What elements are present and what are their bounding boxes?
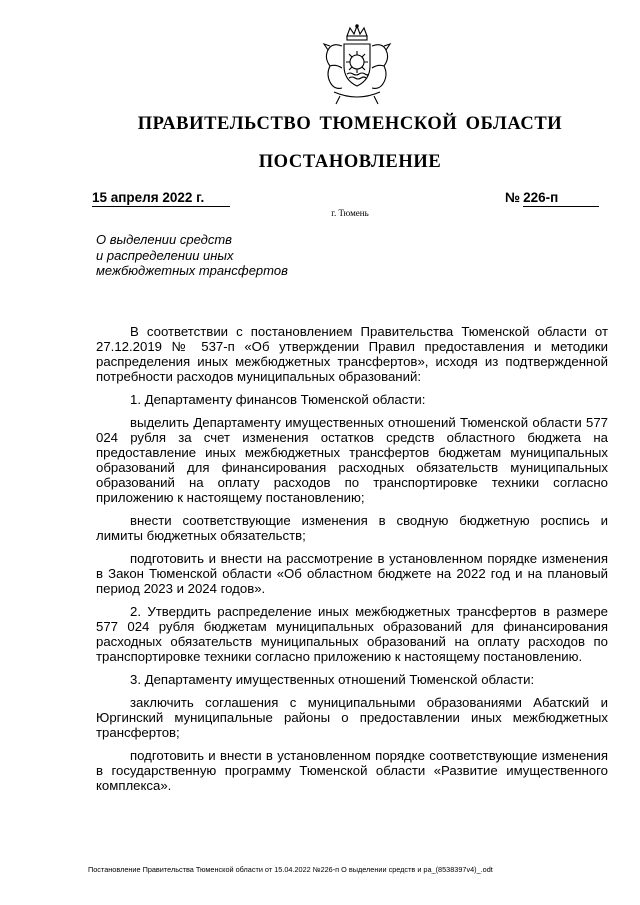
subject-line: О выделении средств <box>96 232 232 247</box>
document-subject <box>96 232 356 279</box>
document-body <box>96 324 608 801</box>
body-paragraph: выделить Департаменту имущественных отношений Тюменской области 577 024 рубля за счет изменения остатков средств областного бюджета на предоставление иных межбюджетных трансфертов бюджетам муниципальных образований для финансирования расходных обязательств муниципальных образований на оплату расходов по транспортировке техники согласно приложению к настоящему постановлению; <box>96 415 608 505</box>
body-paragraph: В соответствии с постановлением Правительства Тюменской области от 27.12.2019 № 537-п «Об утверждении Правил предоставления и методики распределения иных межбюджетных трансфертов», исходя из подтвержденной потребности расходов муниципальных образований: <box>96 324 608 384</box>
body-paragraph: подготовить и внести на рассмотрение в установленном порядке изменения в Закон Тюменской области «Об областном бюджете на 2022 год и на плановый период 2023 и 2024 годов». <box>96 551 608 596</box>
page-footer: Постановление Правительства Тюменской области от 15.04.2022 №226-п О выделении средств и ра_(8538397v4)_.odt <box>88 865 493 874</box>
subject-line: межбюджетных трансфертов <box>96 263 288 278</box>
document-date: 15 апреля 2022 г. <box>92 190 230 207</box>
coat-of-arms-icon <box>314 24 400 106</box>
body-paragraph: 2. Утвердить распределение иных межбюджетных трансфертов в размере 577 024 рубля бюджетам муниципальных образований для финансирования расходных обязательств муниципальных образований на оплату расходов по транспортировке техники согласно приложению к настоящему постановлению. <box>96 604 608 664</box>
document-type: ПОСТАНОВЛЕНИЕ <box>258 152 442 172</box>
subject-line: и распределении иных <box>96 247 234 263</box>
organization-title: ПРАВИТЕЛЬСТВО ТЮМЕНСКОЙ ОБЛАСТИ <box>137 114 563 134</box>
body-paragraph: 1. Департаменту финансов Тюменской области: <box>130 392 426 407</box>
number-label: № <box>505 190 521 205</box>
number-value: 226-п <box>523 190 599 207</box>
body-paragraph: 3. Департаменту имущественных отношений Тюменской области: <box>130 672 535 687</box>
body-paragraph: подготовить и внести в установленном порядке соответствующие изменения в государственную программу Тюменской области «Развитие имущественного комплекса». <box>96 748 608 793</box>
city-label: г. Тюмень <box>331 208 369 218</box>
document-number <box>505 190 605 207</box>
body-paragraph: внести соответствующие изменения в сводную бюджетную роспись и лимиты бюджетных обязательств; <box>96 513 608 543</box>
body-paragraph: заключить соглашения с муниципальными образованиями Абатский и Юргинский муниципальные районы о предоставлении иных межбюджетных трансфертов; <box>96 695 608 740</box>
